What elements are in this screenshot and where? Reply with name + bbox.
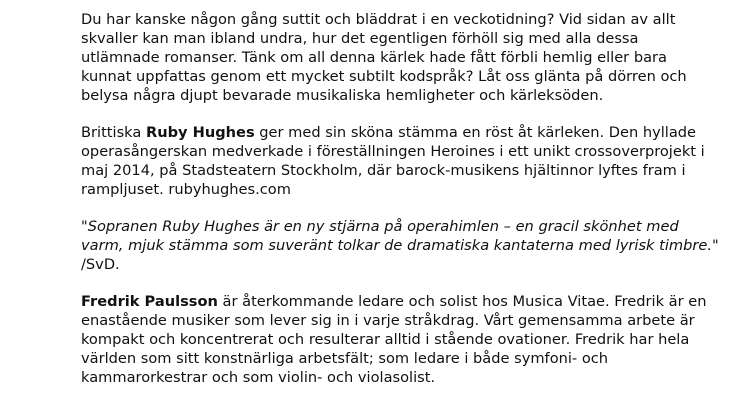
- ruby-hughes-paragraph: [81, 123, 721, 199]
- article-body: [81, 10, 721, 405]
- ruby-prefix: Brittiska: [81, 124, 146, 141]
- ruby-description: ger med sin sköna stämma en röst åt kärleken. Den hyllade operasångerskan medverkade i föreställningen Heroines i ett unikt crossoverprojekt i maj 2014, på Stadsteatern Stockholm, där barock-musikens hjältinnor lyftes fram i rampljuset. rubyhughes.com: [81, 124, 705, 198]
- fredrik-paulsson-name: Fredrik Paulsson: [81, 293, 218, 310]
- fredrik-description: är återkommande ledare och solist hos Musica Vitae. Fredrik är en enastående musiker som lever sig in i varje stråkdrag. Vårt gemensamma arbete är kompakt och koncentrerat och resulterar alltid i stående ovationer. Fredrik har hela världen som sitt konstnärliga arbetsfält; som ledare i både symfoni- och kammarorkestrar och som violin- och violasolist.: [81, 293, 707, 386]
- ruby-hughes-name: Ruby Hughes: [145, 124, 255, 141]
- press-quote: [81, 217, 721, 274]
- fredrik-paulsson-paragraph: [81, 292, 721, 387]
- quote-source: /SvD.: [81, 256, 120, 273]
- intro-paragraph: Du har kanske någon gång suttit och bläddrat i en veckotidning? Vid sidan av allt skvaller kan man ibland undra, hur det egentligen förhöll sig med alla dessa utlämnade romanser. Tänk om all denna kärlek hade fått förbli hemlig eller bara kunnat uppfattas genom ett mycket subtilt kodspråk? Låt oss glänta på dörren och belysa några djupt bevarade musikaliska hemligheter och kärleksöden.: [81, 11, 687, 104]
- quote-text: "Sopranen Ruby Hughes är en ny stjärna på operahimlen – en gracil skönhet med varm, mjuk stämma som suveränt tolkar de dramatiska kantaterna med lyrisk timbre.": [81, 218, 719, 254]
